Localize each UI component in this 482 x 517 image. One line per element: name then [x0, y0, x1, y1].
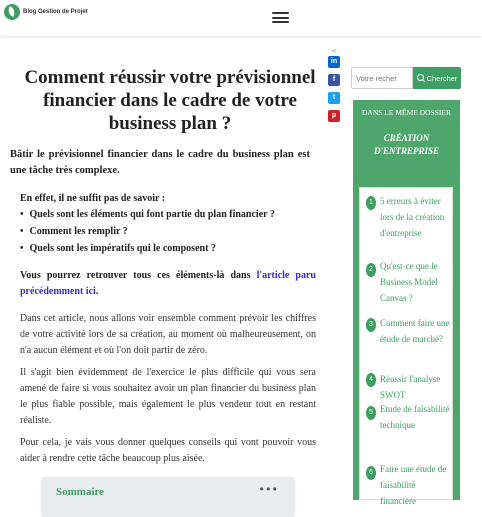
share-facebook-button[interactable]: f — [328, 74, 340, 86]
dossier-item-link[interactable]: 5 erreurs à éviter lors de la création d'entreprise — [380, 196, 445, 238]
hamburger-menu-icon[interactable] — [272, 12, 289, 23]
dossier-item-link[interactable]: Qu'est-ce que le Business Model Canvas ? — [380, 261, 438, 303]
share-twitter-button[interactable]: t — [328, 92, 340, 104]
dossier-item-link[interactable]: Faire une étude de faisabilité financière — [380, 464, 447, 506]
logo-text: Blog Gestion de Projet — [23, 9, 88, 15]
dossier-item-link[interactable]: Comment faire une étude de marché? — [380, 318, 450, 344]
list-item: • Quels sont les impératifs qui le composent ? — [20, 240, 316, 257]
share-icon: < — [331, 47, 337, 55]
search-button-label: Chercher — [426, 73, 458, 83]
sommaire-label: Sommaire — [56, 486, 105, 498]
leaf-logo-icon — [4, 4, 20, 20]
dossier-item-number: 3 — [366, 318, 376, 332]
article-header — [10, 66, 330, 135]
article-paragraph-4: Pour cela, je vais vous donner quelques conseils qui vont pouvoir vous aider à rendre cette tâche beaucoup plus aisée. — [20, 437, 316, 464]
dossier-item-number: 6 — [366, 466, 376, 480]
dossier-item-number: 2 — [366, 263, 376, 277]
article-paragraph-3: Il s'agit bien évidemment de l'exercice le plus difficile qui vous sera amené de faire si vous souhaitez avoir un plan financier du business plan le plus fiable possible, mais également le plus vendeur tout en restant réaliste. — [20, 367, 316, 426]
search-input[interactable] — [351, 67, 413, 89]
table-of-contents-toggle[interactable] — [42, 477, 294, 517]
paragraph-text: Vous pourrez retrouver tous ces éléments-là dans — [20, 270, 257, 281]
article-paragraph-1 — [20, 268, 316, 300]
dossier-item-number: 4 — [366, 373, 376, 387]
previous-article-link[interactable]: l'article paru précédemment ici — [20, 270, 316, 297]
dossier-title: CRÉATION D'ENTREPRISE — [373, 133, 440, 156]
dossier-heading: DANS LE MÊME DOSSIER — [362, 108, 451, 117]
list-item: • Comment les remplir ? — [20, 223, 316, 240]
site-logo[interactable] — [4, 4, 88, 20]
search-button[interactable] — [413, 67, 461, 89]
share-linkedin-button[interactable]: in — [328, 56, 340, 68]
article-lead: En effet, il ne suffit pas de savoir : — [20, 193, 166, 204]
paragraph-text: . — [95, 286, 99, 297]
article-bullet-list — [20, 206, 316, 257]
article-intro: Bâtir le prévisionnel financier dans le cadre du business plan est une tâche très complexe. — [10, 149, 310, 176]
dossier-item-link[interactable]: Etude de faisabilité technique — [380, 404, 450, 430]
list-item: • Quels sont les éléments qui font partie du plan financier ? — [20, 206, 316, 223]
page-title: Comment réussir votre prévisionnel financier dans le cadre de votre business plan ? — [24, 67, 316, 134]
more-dots-icon: ••• — [258, 483, 278, 496]
top-bar — [0, 0, 482, 36]
dossier-item-number: 5 — [366, 406, 376, 420]
article-paragraph-2: Dans cet article, nous allons voir ensemble comment prévoir les chiffres de votre activité lors de sa création, au moment où malheureusement, on n'a aucun élément et où l'on doit partir de zéro. — [20, 313, 316, 356]
dossier-item-number: 1 — [366, 196, 376, 210]
share-pinterest-button[interactable]: p — [328, 110, 340, 122]
dossier-item-link[interactable]: Réussir l'analyse SWOT — [380, 374, 441, 400]
dossier-list — [359, 187, 453, 506]
search-icon — [417, 74, 425, 82]
